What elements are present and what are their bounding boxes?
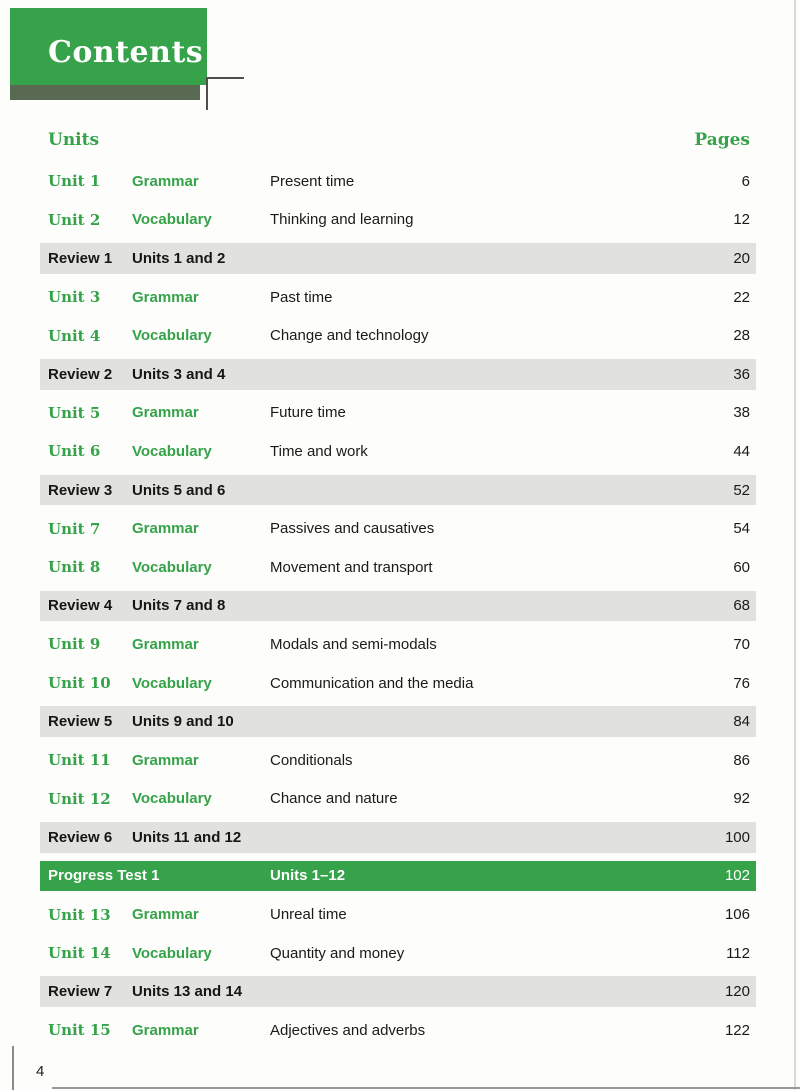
unit-label: Unit 4 [48,326,101,345]
page-number: 76 [733,674,750,692]
category-label: Grammar [132,288,199,306]
topic-label: Past time [270,288,333,306]
page-number: 6 [741,172,750,190]
review-row [40,702,756,741]
category-label: Units 11 and 12 [132,828,242,846]
unit-label: Review 3 [48,481,113,499]
unit-row [40,278,756,317]
unit-label: Review 5 [48,713,113,731]
page-title: Contents [48,35,204,70]
unit-label: Unit 8 [48,558,101,577]
page-number: 106 [724,906,750,924]
topic-label: Change and technology [270,327,429,345]
category-label: Grammar [132,635,199,653]
scan-edge-right [794,0,796,1090]
decorative-line-horizontal [206,77,244,79]
unit-label: Review 6 [48,828,113,846]
unit-row [40,741,756,780]
category-label: Vocabulary [132,442,212,460]
scan-corner-line [12,1046,14,1090]
page-number: 120 [724,983,750,1001]
units-column-header: Units [48,130,100,150]
topic-label: Adjectives and adverbs [270,1021,426,1039]
topic-label: Thinking and learning [270,211,414,229]
unit-label: Unit 6 [48,442,101,461]
review-row [40,239,756,278]
review-row [40,587,756,626]
unit-row [40,548,756,587]
page-number: 36 [733,365,750,383]
unit-row [40,316,756,355]
unit-row [40,394,756,433]
category-label: Units 13 and 14 [132,983,243,1001]
review-row [40,355,756,394]
table-of-contents [40,130,756,1050]
unit-row [40,895,756,934]
topic-label: Movement and transport [270,558,433,576]
page-number: 86 [733,751,750,769]
page-number: 68 [733,597,750,615]
category-label: Vocabulary [132,327,212,345]
category-label: Grammar [132,1021,199,1039]
topic-label: Modals and semi-modals [270,635,437,653]
unit-label: Review 7 [48,983,113,1001]
unit-row [40,1011,756,1050]
unit-label: Unit 11 [48,751,111,770]
progress-row [40,857,756,896]
page-number: 38 [733,404,750,422]
topic-label: Present time [270,172,355,190]
review-row [40,818,756,857]
page-number: 70 [733,635,750,653]
topic-label: Chance and nature [270,790,398,808]
category-label: Units 1 and 2 [132,249,226,267]
folio-page-number: 4 [36,1063,45,1080]
category-label: Grammar [132,520,199,538]
page-number: 44 [733,442,750,460]
category-label: Units 5 and 6 [132,481,226,499]
page-number: 52 [733,481,750,499]
banner-shadow [10,85,200,100]
page-number: 122 [724,1021,750,1039]
page-number: 12 [733,211,750,229]
unit-label: Unit 15 [48,1021,111,1040]
unit-row [40,934,756,973]
unit-row [40,201,756,240]
review-row [40,471,756,510]
category-label: Vocabulary [132,558,212,576]
unit-row [40,432,756,471]
unit-label: Unit 9 [48,635,101,654]
unit-row [40,780,756,819]
unit-label: Unit 2 [48,210,101,229]
category-label: Units 3 and 4 [132,365,226,383]
topic-label: Passives and causatives [270,520,435,538]
toc-rows [40,162,756,1050]
page-number: 92 [733,790,750,808]
unit-label: Review 4 [48,597,113,615]
page-number: 112 [726,944,750,962]
topic-label: Units 1–12 [270,867,346,885]
page-number: 60 [733,558,750,576]
page-number: 22 [733,288,750,306]
unit-label: Unit 3 [48,288,101,307]
category-label: Units 9 and 10 [132,713,234,731]
unit-label: Unit 10 [48,674,111,693]
unit-label: Unit 5 [48,403,101,422]
unit-row [40,664,756,703]
topic-label: Future time [270,404,346,422]
unit-label: Unit 1 [48,172,101,191]
unit-label: Unit 12 [48,789,111,808]
category-label: Vocabulary [132,211,212,229]
category-label: Grammar [132,906,199,924]
contents-banner [10,8,207,85]
review-row [40,972,756,1011]
page-number: 54 [733,520,750,538]
topic-label: Communication and the media [270,674,474,692]
topic-label: Quantity and money [270,944,405,962]
unit-row [40,162,756,201]
topic-label: Time and work [270,442,368,460]
page-number: 20 [733,249,750,267]
category-label: Grammar [132,404,199,422]
page-number: 28 [733,327,750,345]
decorative-line-vertical [206,77,208,110]
category-label: Grammar [132,172,199,190]
toc-header [40,130,756,150]
unit-label: Review 1 [48,249,113,267]
category-label: Units 7 and 8 [132,597,226,615]
unit-label: Progress Test 1 [48,867,160,885]
topic-label: Conditionals [270,751,353,769]
page-number: 102 [724,867,750,885]
page-number: 84 [733,713,750,731]
category-label: Grammar [132,751,199,769]
category-label: Vocabulary [132,674,212,692]
category-label: Vocabulary [132,944,212,962]
unit-label: Unit 14 [48,944,111,963]
unit-label: Unit 13 [48,905,111,924]
topic-label: Unreal time [270,906,347,924]
unit-row [40,509,756,548]
scan-edge-bottom [52,1087,800,1089]
unit-row [40,625,756,664]
unit-label: Review 2 [48,365,113,383]
page-number: 100 [724,828,750,846]
unit-label: Unit 7 [48,519,101,538]
category-label: Vocabulary [132,790,212,808]
pages-column-header: Pages [694,130,750,150]
